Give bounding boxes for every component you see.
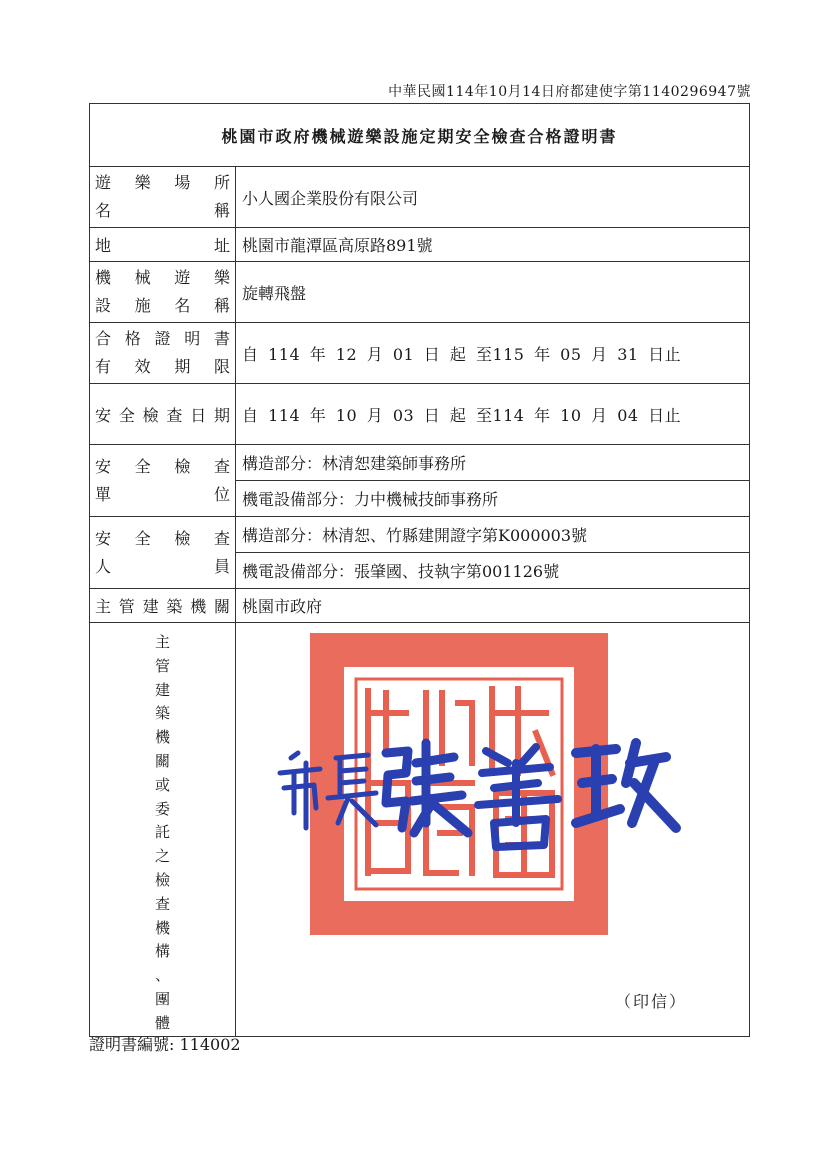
label-char: 施 [134, 296, 151, 315]
label-char: 查 [166, 405, 183, 425]
authority-label [90, 589, 236, 623]
label-char: 或 [154, 775, 170, 794]
label-char: 樂 [213, 268, 230, 287]
label-char: 全 [118, 405, 135, 425]
address-label [90, 228, 236, 262]
venue-value: 小人國企業股份有限公司 [236, 167, 750, 228]
validity-label-line1 [90, 325, 235, 353]
label-char: 查 [213, 456, 230, 476]
label-char: 人 [95, 556, 112, 576]
label-char: 格 [124, 329, 141, 348]
facility-label [90, 262, 236, 323]
label-char: 築 [166, 597, 183, 616]
facility-label-line2 [90, 292, 235, 320]
certificate-form [89, 103, 750, 1037]
label-char: 查 [154, 894, 170, 913]
authority-value: 桃園市政府 [236, 589, 750, 623]
inspection-unit-structure: 構造部分：林清恕建築師事務所 [236, 445, 750, 481]
inspector-structure: 構造部分：林清恕、竹縣建開證字第K000003號 [236, 517, 750, 553]
inspection-unit-electrical: 機電設備部分：力中機械技師事務所 [236, 481, 750, 517]
inspection-unit-label-line2 [90, 481, 235, 509]
label-char: 機 [95, 268, 112, 287]
label-char: 檢 [154, 870, 170, 889]
seal-block-label [90, 623, 236, 1037]
document-reference-number: 中華民國114年10月14日府都建使字第1140296947號 [388, 84, 751, 100]
label-char: 期 [174, 357, 191, 376]
label-char: 限 [213, 357, 230, 376]
label-char: 管 [154, 656, 170, 675]
label-char: 構 [154, 942, 170, 961]
label-char: 設 [95, 296, 112, 315]
label-char: 日 [190, 405, 207, 425]
label-char: 安 [95, 405, 112, 425]
label-char: 遊 [174, 268, 191, 287]
label-char: 查 [213, 528, 230, 548]
label-char: 安 [95, 528, 112, 548]
label-char: 稱 [213, 296, 230, 315]
label-char: 證 [154, 329, 171, 348]
label-char: 名 [95, 201, 112, 220]
inspector-electrical: 機電設備部分：張肇國、技執字第001126號 [236, 553, 750, 589]
label-char: 主 [154, 633, 170, 651]
label-char: 委 [154, 799, 170, 818]
certificate-number: 證明書編號: 114002 [89, 1035, 241, 1054]
facility-value: 旋轉飛盤 [236, 262, 750, 323]
validity-label-line2 [90, 353, 235, 381]
validity-label [90, 323, 236, 384]
inspector-label [90, 517, 236, 589]
label-char: 場 [174, 173, 191, 192]
label-char: 檢 [174, 528, 191, 548]
inspection-unit-label-line1 [90, 453, 235, 481]
label-char: 建 [142, 597, 159, 616]
label-char: 築 [154, 704, 170, 723]
label-char: 機 [154, 918, 170, 937]
seal-cell [236, 623, 750, 1037]
venue-label [90, 167, 236, 228]
address-label-line [90, 233, 235, 256]
inspector-label-line1 [90, 525, 235, 553]
inspection-unit-label [90, 445, 236, 517]
label-char: 書 [213, 329, 230, 348]
label-char: 機 [154, 728, 170, 747]
label-char: 址 [213, 236, 230, 255]
label-char: 全 [134, 528, 151, 548]
label-char: 員 [213, 556, 230, 576]
address-value: 桃園市龍潭區高原路891號 [236, 228, 750, 262]
label-char: 體 [154, 1013, 170, 1032]
facility-label-line1 [90, 264, 235, 292]
label-char: 所 [213, 173, 230, 192]
label-char: 、 [154, 966, 170, 985]
seal-note: （印信） [615, 991, 688, 1011]
label-char: 團 [154, 989, 170, 1008]
certificate-title: 桃園市政府機械遊樂設施定期安全檢查合格證明書 [90, 104, 750, 167]
inspection-date-value: 自 114 年 10 月 03 日 起 至114 年 10 月 04 日止 [236, 384, 750, 445]
validity-value: 自 114 年 12 月 01 日 起 至115 年 05 月 31 日止 [236, 323, 750, 384]
inspector-label-line2 [90, 553, 235, 581]
label-char: 單 [95, 484, 112, 504]
label-char: 管 [118, 597, 135, 616]
label-char: 地 [95, 236, 112, 255]
label-char: 稱 [213, 201, 230, 220]
inspection-date-label [90, 384, 236, 445]
label-char: 託 [154, 823, 170, 842]
official-seal-image [236, 623, 750, 1020]
inspection-date-label-line [90, 403, 235, 426]
label-char: 全 [134, 456, 151, 476]
label-char: 樂 [134, 173, 151, 192]
label-char: 關 [213, 597, 230, 616]
label-char: 安 [95, 456, 112, 476]
label-char: 名 [174, 296, 191, 315]
label-char: 位 [213, 484, 230, 504]
label-char: 期 [213, 405, 230, 425]
authority-label-line [90, 594, 235, 617]
label-char: 效 [134, 357, 151, 376]
label-char: 機 [190, 597, 207, 616]
label-char: 遊 [95, 173, 112, 192]
label-char: 建 [154, 680, 170, 699]
label-char: 械 [134, 268, 151, 287]
label-char: 之 [154, 847, 170, 866]
label-char: 關 [154, 751, 170, 770]
venue-label-line1 [90, 169, 235, 197]
label-char: 明 [184, 329, 201, 348]
venue-label-line2 [90, 197, 235, 225]
label-char: 檢 [142, 405, 159, 425]
label-char: 主 [95, 597, 112, 616]
label-char: 檢 [174, 456, 191, 476]
label-char: 有 [95, 357, 112, 376]
label-char: 合 [95, 329, 112, 348]
